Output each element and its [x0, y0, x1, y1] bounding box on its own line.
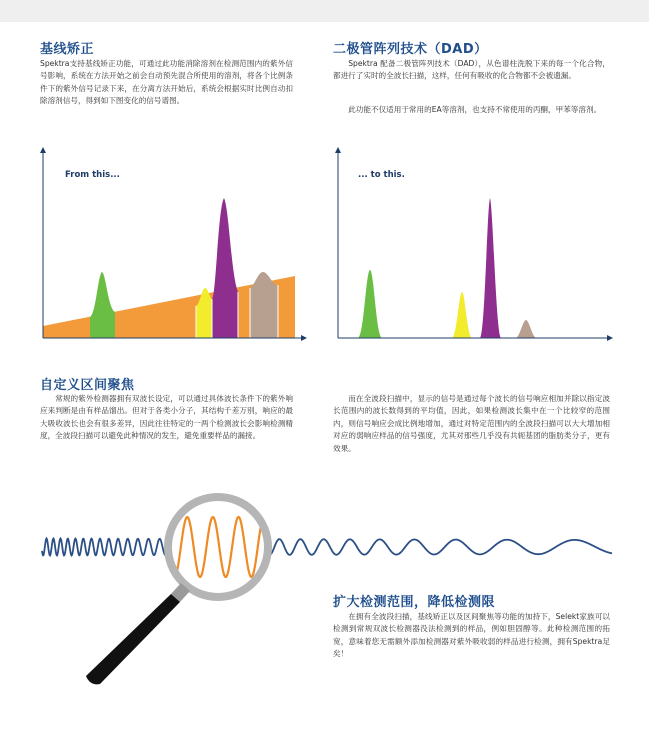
- peak-purple: [212, 198, 238, 338]
- chromatogram-after: [330, 148, 615, 348]
- before-caption: From this...: [65, 170, 120, 180]
- baseline-title: 基线矫正: [40, 42, 95, 57]
- focus-body-1: 常规的紫外检测器拥有双波长设定，可以通过具体波长条件下的紫外响应来判断是由有样品馏出。但对于各类小分子，其结构千差万别，响应的最大吸收波长也会有很多差异，因此往往特定的一两个检测波长会影响检测精度，全波段扫描可以避免此种情况的发生，避免重要样品的漏接。: [40, 394, 293, 441]
- range-body: 在拥有全波段扫描，基线矫正以及区间聚焦等功能的加持下，Selekt家族可以检测到常规双波长检测器没法检测到的样品，例如胆固醇等。此种检测范围的拓宽，意味着您无需额外添加检测器对紫外吸收弱的样品进行检测，拥有Spektra足矣！: [333, 612, 610, 659]
- focus-body-2: 而在全波段扫描中，显示的信号是通过每个波长的信号响应相加并除以指定波长范围内的波长数得到的平均值，因此，如果检测波长集中在一个比较窄的范围内，则信号响应会成比例地增加，通过对特定范围内的全波段扫描可以大大增加相对应的弱响应样品的信号强度，尤其对那些几乎没有共轭基团的脂肪类分子，更有效果。: [333, 394, 610, 453]
- range-title: 扩大检测范围，降低检测限: [333, 595, 496, 610]
- wave-illustration: [0, 480, 649, 710]
- dad-title: 二极管阵列技术（DAD）: [333, 42, 488, 57]
- header-band: [0, 0, 649, 22]
- after-caption: ... to this.: [358, 170, 405, 180]
- dad-body-2: 此功能不仅适用于常用的EA等溶剂，也支持不常使用的丙酮，甲苯等溶剂。: [348, 105, 602, 114]
- peak-green: [90, 272, 115, 338]
- baseline-body: Spektra支持基线矫正功能，可通过此功能消除溶剂在检测范围内的紫外信号影响，系统在方法开始之前会自动预先混合所使用的溶剂，将各个比例条件下的紫外信号记录下来，在分离方法开始后，系统会根据实时比例自动扣除溶剂信号，得到如下图变化的信号谱图。: [40, 59, 293, 106]
- focus-title: 自定义区间聚焦: [40, 378, 135, 393]
- peak-purple: [480, 198, 501, 338]
- peak-tan: [516, 320, 536, 338]
- chromatogram-before: [38, 148, 308, 348]
- dad-body-1: Spektra 配备二极管阵列技术（DAD），从色谱柱洗脱下来的每一个化合物，都进行了实时的全波长扫描，这样，任何有吸收的化合物都不会被遗漏。: [333, 59, 610, 81]
- baseline-tail: [278, 276, 295, 338]
- peak-yellow: [452, 292, 472, 338]
- signal-wave: [42, 539, 612, 556]
- peak-green: [358, 270, 382, 338]
- magnifier-handle: [86, 594, 180, 684]
